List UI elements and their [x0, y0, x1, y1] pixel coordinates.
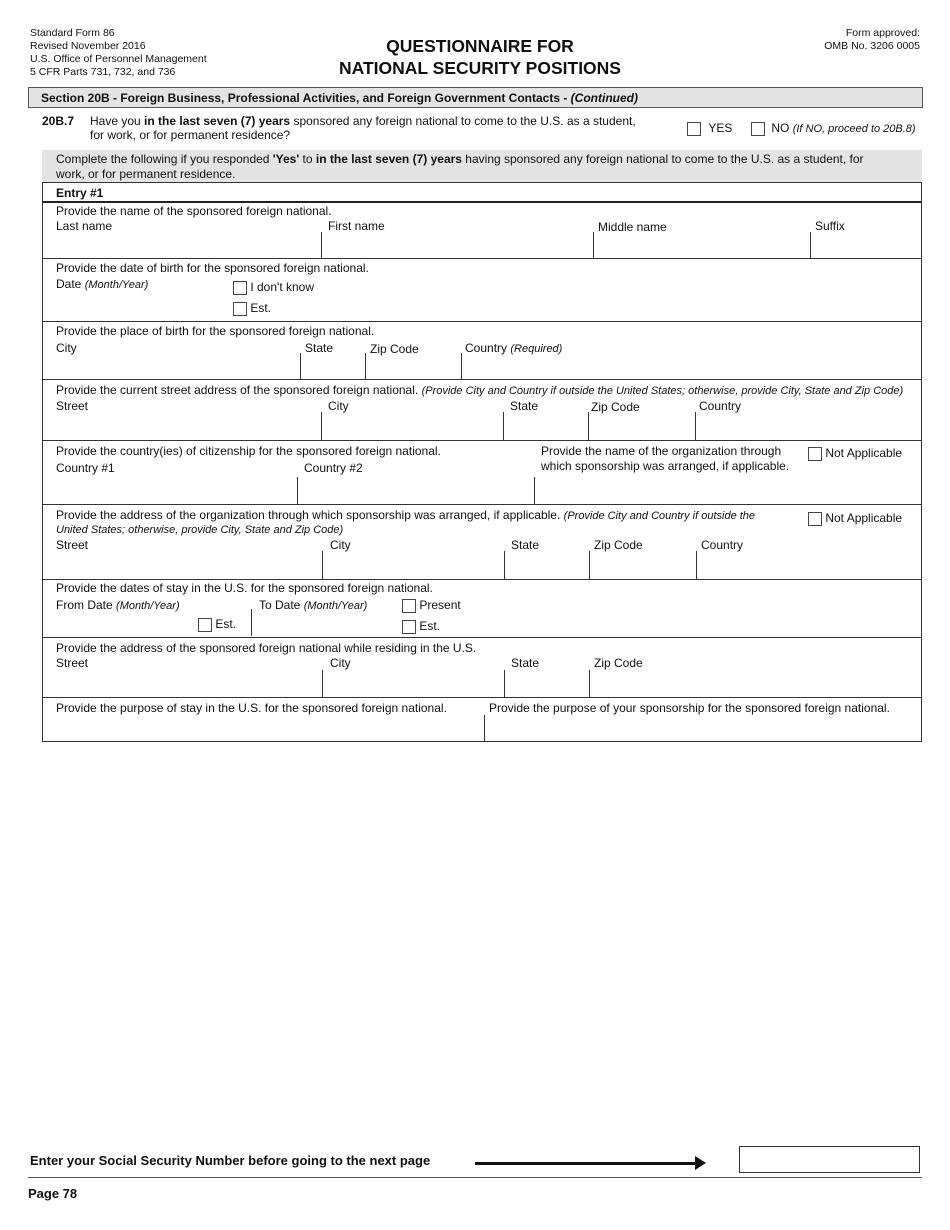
pob-state-label: State: [305, 341, 334, 355]
us-city-label: City: [330, 656, 351, 670]
divider: [504, 551, 505, 579]
org-zip-label: Zip Code: [594, 538, 643, 552]
org-name-prompt: Provide the name of the organization through which sponsorship was arranged, if applicable.: [541, 444, 790, 473]
suffix-label: Suffix: [815, 219, 845, 233]
instructions: Complete the following if you responded 'Yes' to in the last seven (7) years having sponsored any foreign national to come to the U.S. as a student, for work, or for permanent residence.: [42, 150, 922, 183]
form-number: Standard Form 86: [30, 27, 115, 39]
divider: [28, 1177, 922, 1178]
purpose-sponsorship-field[interactable]: [486, 716, 920, 740]
org-country-label: Country: [701, 538, 744, 552]
form-identifier: [30, 27, 207, 79]
form-revision: Revised November 2016: [30, 40, 146, 52]
to-est-checkbox[interactable]: [402, 620, 416, 634]
yes-option: YES: [687, 121, 732, 136]
entry-title: Entry #1: [56, 186, 104, 200]
divider: [42, 440, 922, 441]
dob-prompt: Provide the date of birth for the sponsored foreign national.: [56, 261, 369, 275]
divider: [321, 232, 322, 258]
org-state-label: State: [511, 538, 540, 552]
divider: [42, 637, 922, 638]
to-date-label: To Date (Month/Year): [259, 598, 368, 612]
pob-country-label: Country (Required): [465, 341, 563, 355]
org-name-field[interactable]: [535, 478, 920, 504]
section-header: Section 20B - Foreign Business, Professional Activities, and Foreign Government Contacts - (Continued): [28, 87, 923, 108]
arrow-right-icon: [695, 1156, 706, 1170]
divider: [251, 609, 252, 636]
form-agency: U.S. Office of Personnel Management: [30, 53, 207, 65]
us-zip-field[interactable]: [590, 671, 920, 697]
us-address-prompt: Provide the address of the sponsored foreign national while residing in the U.S.: [56, 641, 477, 655]
yes-checkbox[interactable]: [687, 122, 701, 136]
citizenship-prompt: Provide the country(ies) of citizenship for the sponsored foreign national.: [56, 444, 441, 458]
address-street-label: Street: [56, 399, 89, 413]
divider: [300, 353, 301, 379]
pob-city-label: City: [56, 341, 77, 355]
middle-name-field[interactable]: [595, 234, 810, 258]
dob-dont-know-option: I don't know: [233, 280, 314, 295]
last-name-label: Last name: [56, 219, 113, 233]
divider: [42, 201, 922, 203]
us-state-field[interactable]: [505, 671, 588, 697]
org-state-field[interactable]: [505, 552, 588, 579]
divider: [42, 504, 922, 505]
country2-label: Country #2: [304, 461, 363, 475]
org-street-label: Street: [56, 538, 89, 552]
us-city-field[interactable]: [323, 671, 503, 697]
from-date-label: From Date (Month/Year): [56, 598, 180, 612]
divider: [593, 232, 594, 258]
divider: [297, 477, 298, 504]
country2-field[interactable]: [298, 478, 533, 504]
divider: [321, 412, 322, 440]
divider: [589, 670, 590, 697]
org-name-not-applicable-checkbox[interactable]: [808, 447, 822, 461]
org-address-prompt-note: United States; otherwise, provide City, State and Zip Code): [56, 524, 344, 536]
no-checkbox[interactable]: [751, 122, 765, 136]
purpose-stay-field[interactable]: [56, 716, 482, 740]
arrow-line: [475, 1162, 697, 1165]
page-title: QUESTIONNAIRE FOR NATIONAL SECURITY POSITIONS: [339, 36, 621, 78]
divider: [461, 353, 462, 379]
pob-zip-label: Zip Code: [370, 342, 419, 356]
divider: [42, 379, 922, 380]
pob-state-field[interactable]: [301, 355, 364, 379]
address-country-label: Country: [699, 399, 742, 413]
divider: [588, 412, 589, 440]
omb-approval: Form approved: OMB No. 3206 0005: [824, 27, 920, 52]
middle-name-label: Middle name: [598, 220, 667, 234]
divider: [365, 353, 366, 379]
org-city-field[interactable]: [323, 552, 503, 579]
address-zip-label: Zip Code: [591, 400, 640, 414]
divider: [695, 412, 696, 440]
divider: [503, 412, 504, 440]
question-text: Have you in the last seven (7) years sponsored any foreign national to come to the U.S. as a student, for work, or for permanent residence?: [90, 114, 636, 142]
address-state-field[interactable]: [504, 413, 587, 440]
divider: [484, 715, 485, 741]
no-option: NO (If NO, proceed to 20B.8): [751, 121, 916, 136]
name-prompt: Provide the name of the sponsored foreign national.: [56, 204, 332, 218]
pob-prompt: Provide the place of birth for the sponsored foreign national.: [56, 324, 375, 338]
dob-est-checkbox[interactable]: [233, 302, 247, 316]
question-number: 20B.7: [42, 114, 75, 128]
us-state-label: State: [511, 656, 540, 670]
ssn-prompt: Enter your Social Security Number before going to the next page: [30, 1153, 431, 1168]
purpose-stay-prompt: Provide the purpose of stay in the U.S. for the sponsored foreign national.: [56, 701, 447, 715]
divider: [534, 477, 535, 504]
address-state-label: State: [510, 399, 539, 413]
address-zip-field[interactable]: [589, 413, 694, 440]
dob-label: Date (Month/Year): [56, 277, 149, 291]
address-city-field[interactable]: [322, 413, 502, 440]
us-street-label: Street: [56, 656, 89, 670]
divider: [322, 670, 323, 697]
pob-country-field[interactable]: [462, 355, 920, 379]
ssn-field[interactable]: [739, 1146, 920, 1173]
dob-field[interactable]: [56, 292, 226, 318]
address-prompt: Provide the current street address of the sponsored foreign national. (Provide City and Country if outside the United States; otherwise, provide City, State and Zip Code): [56, 383, 904, 397]
divider: [42, 697, 922, 698]
first-name-field[interactable]: [323, 234, 593, 258]
page-number: Page 78: [28, 1186, 78, 1201]
first-name-label: First name: [328, 219, 385, 233]
divider: [42, 258, 922, 259]
divider: [42, 321, 922, 322]
divider: [322, 551, 323, 579]
present-option: Present: [402, 598, 461, 613]
from-est-checkbox[interactable]: [198, 618, 212, 632]
address-country-field[interactable]: [696, 413, 920, 440]
org-zip-field[interactable]: [590, 552, 695, 579]
org-address-not-applicable-checkbox[interactable]: [808, 512, 822, 526]
dates-prompt: Provide the dates of stay in the U.S. for the sponsored foreign national.: [56, 581, 433, 595]
divider: [504, 670, 505, 697]
to-date-field[interactable]: [253, 612, 393, 636]
country1-field[interactable]: [56, 478, 296, 504]
purpose-sponsorship-prompt: Provide the purpose of your sponsorship for the sponsored foreign national.: [489, 701, 890, 715]
address-street-field[interactable]: [56, 413, 320, 440]
suffix-field[interactable]: [812, 234, 920, 258]
dob-est-option: Est.: [233, 301, 271, 316]
divider: [589, 551, 590, 579]
org-address-not-applicable-option: Not Applicable: [808, 511, 902, 526]
dob-dont-know-checkbox[interactable]: [233, 281, 247, 295]
org-address-prompt: Provide the address of the organization through which sponsorship was arranged, if applicable. (Provide City and Country if outside the: [56, 508, 756, 522]
divider: [42, 579, 922, 580]
present-checkbox[interactable]: [402, 599, 416, 613]
us-zip-label: Zip Code: [594, 656, 643, 670]
from-date-field[interactable]: [56, 612, 191, 636]
address-city-label: City: [328, 399, 349, 413]
to-est-option: Est.: [402, 619, 440, 634]
us-street-field[interactable]: [56, 671, 321, 697]
divider: [696, 551, 697, 579]
last-name-field[interactable]: [56, 234, 321, 258]
from-est-option: Est.: [198, 617, 236, 632]
org-city-label: City: [330, 538, 351, 552]
org-country-field[interactable]: [697, 552, 920, 579]
country1-label: Country #1: [56, 461, 115, 475]
org-name-not-applicable-option: Not Applicable: [808, 446, 902, 461]
form-cfr: 5 CFR Parts 731, 732, and 736: [30, 66, 176, 78]
pob-zip-field[interactable]: [366, 355, 460, 379]
divider: [810, 232, 811, 258]
pob-city-field[interactable]: [56, 355, 299, 379]
org-street-field[interactable]: [56, 552, 321, 579]
